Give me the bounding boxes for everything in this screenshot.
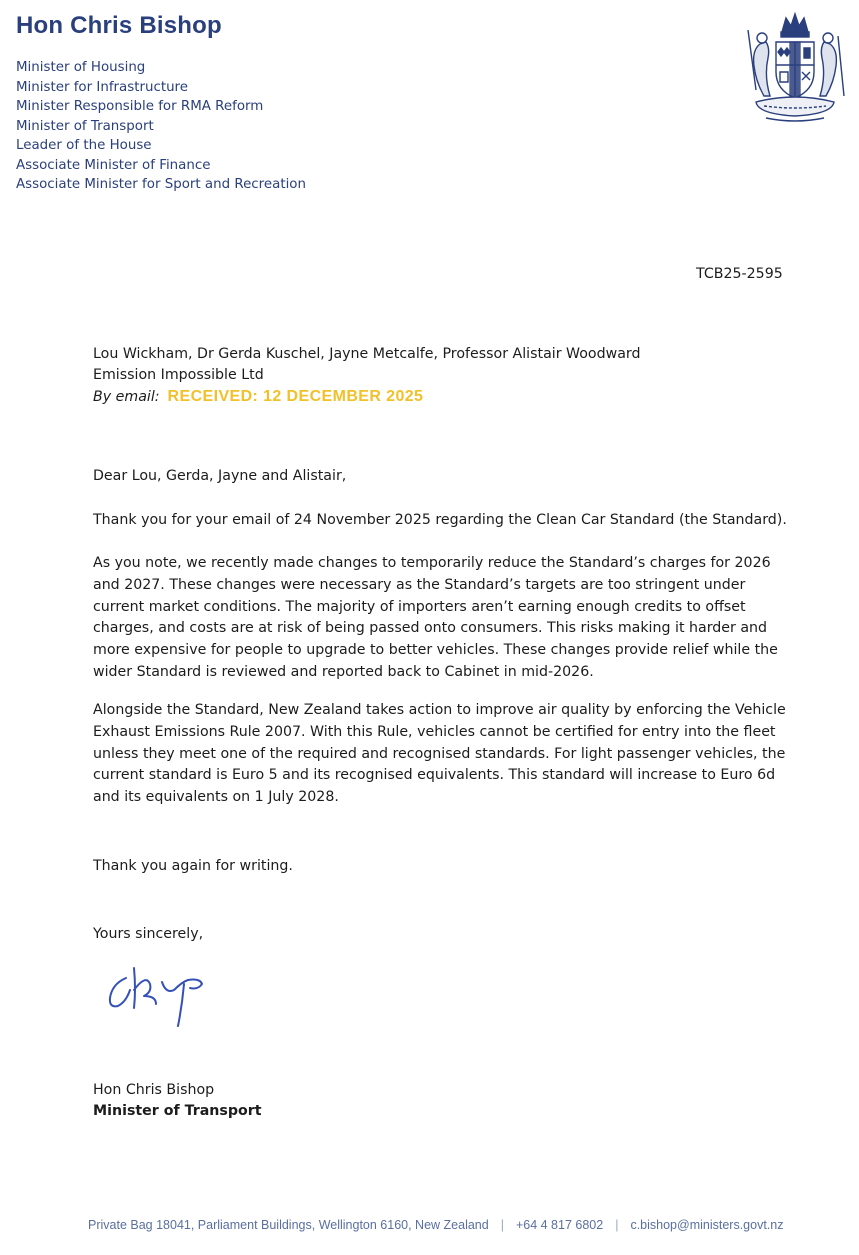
salutation: Dear Lou, Gerda, Jayne and Alistair, <box>93 468 347 484</box>
body-paragraph-2: As you note, we recently made changes to temporarily reduce the Standard’s charges for 2026 and 2027. These changes were necessary as the Standard’s targets are too stringent under current market conditions. The majority of importers aren’t earning enough credits to offset charges, and costs are at risk of being passed onto consumers. This risks making it harder and more expensive for people to upgrade to better vehicles. These changes provide relief while the wider Standard is reviewed and reported back to Cabinet in mid-2026. <box>93 555 778 680</box>
addressee-names: Lou Wickham, Dr Gerda Kuschel, Jayne Metcalfe, Professor Alistair Woodward <box>93 346 641 362</box>
portfolio-item: Associate Minister for Sport and Recreation <box>16 177 306 192</box>
body-paragraph-3: Alongside the Standard, New Zealand takes action to improve air quality by enforcing the Vehicle Exhaust Emissions Rule 2007. With this Rule, vehicles cannot be certified for entry into the fleet unless they meet one of the required and recognised standards. For light passenger vehicles, the current standard is Euro 5 and its recognised equivalents. This standard will increase to Euro 6d and its equivalents on 1 July 2028. <box>93 702 786 806</box>
footer-separator: | <box>615 1218 619 1232</box>
closing-thanks: Thank you again for writing. <box>93 858 293 874</box>
addressee-block <box>93 344 641 408</box>
portfolio-item: Minister of Housing <box>16 60 146 75</box>
portfolio-list <box>16 58 306 195</box>
signatory-name: Hon Chris Bishop <box>93 1082 215 1098</box>
delivery-row <box>93 386 641 408</box>
footer-phone: +64 4 817 6802 <box>515 1218 604 1232</box>
reference-number: TCB25-2595 <box>696 266 783 282</box>
coat-of-arms-icon <box>734 10 856 126</box>
portfolio-item: Minister Responsible for RMA Reform <box>16 99 264 114</box>
portfolio-item: Associate Minister of Finance <box>16 157 211 173</box>
footer <box>88 1218 783 1232</box>
addressee-organisation: Emission Impossible Ltd <box>93 367 264 383</box>
footer-email: c.bishop@ministers.govt.nz <box>630 1218 784 1232</box>
footer-separator: | <box>500 1218 504 1232</box>
portfolio-item: Leader of the House <box>16 138 152 153</box>
received-stamp: RECEIVED: 12 DECEMBER 2025 <box>167 388 424 405</box>
portfolio-item: Minister of Transport <box>16 118 154 134</box>
signature-icon <box>104 960 216 1036</box>
portfolio-item: Minister for Infrastructure <box>16 79 189 95</box>
letterhead-name: Hon Chris Bishop <box>16 12 222 39</box>
body-paragraph-1: Thank you for your email of 24 November 2025 regarding the Clean Car Standard (the Standard). <box>93 512 787 528</box>
signatory-block <box>93 1080 262 1122</box>
footer-address: Private Bag 18041, Parliament Buildings, Wellington 6160, New Zealand <box>88 1218 489 1232</box>
signatory-title: Minister of Transport <box>93 1103 262 1119</box>
sign-off: Yours sincerely, <box>93 926 204 942</box>
delivery-method: By email: <box>93 389 160 405</box>
